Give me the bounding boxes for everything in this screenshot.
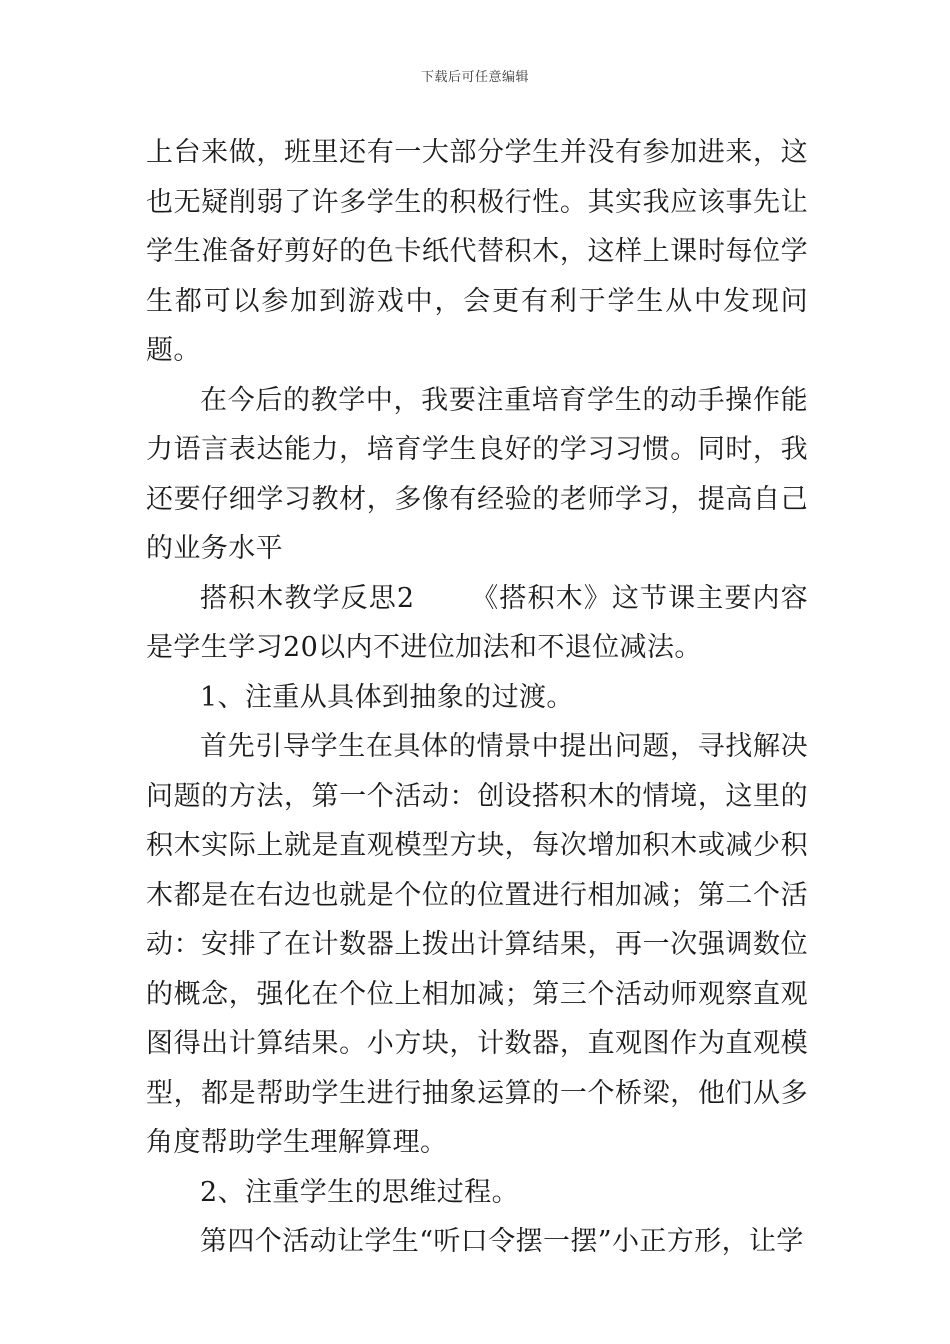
- paragraph-fourth-activity: 第四个活动让学生“听口令摆一摆”小正方形，让学: [200, 1226, 804, 1257]
- paragraph-continuation: 上台来做，班里还有一大部分学生并没有参加进来，这也无疑削弱了许多学生的积极行性。其实我应该事先让学生准备好剪好的色卡纸代替积木，这样上课时每位学生都可以参加到游戏中，会更有利于学生从中发现问题。: [146, 137, 808, 366]
- section-intro: 《搭积木》这节课主要内容是学生学习20以内不进位加法和不退位减法。: [146, 582, 808, 663]
- page-header: 下载后可任意编辑: [420, 70, 529, 85]
- document-body: [146, 128, 808, 1267]
- point-heading-2: 2、注重学生的思维过程。: [200, 1176, 519, 1208]
- point-heading-1: 1、注重从具体到抽象的过渡。: [200, 681, 574, 713]
- paragraph-reflection-2: [146, 574, 808, 673]
- paragraph-activities: 首先引导学生在具体的情景中提出问题，寻找解决问题的方法，第一个活动：创设搭积木的情境，这里的积木实际上就是直观模型方块，每次增加积木或减少积木都是在右边也就是个位的位置进行相加减；第二个活动：安排了在计数器上拨出计算结果，再一次强调数位的概念，强化在个位上相加减；第三个活动师观察直观图得出计算结果。小方块，计数器，直观图作为直观模型，都是帮助学生进行抽象运算的一个桥梁，他们从多角度帮助学生理解算理。: [146, 731, 808, 1158]
- paragraph-future-teaching: 在今后的教学中，我要注重培育学生的动手操作能力语言表达能力，培育学生良好的学习习惯。同时，我还要仔细学习教材，多像有经验的老师学习，提高自己的业务水平: [146, 384, 808, 564]
- section-title: 搭积木教学反思2: [200, 582, 415, 614]
